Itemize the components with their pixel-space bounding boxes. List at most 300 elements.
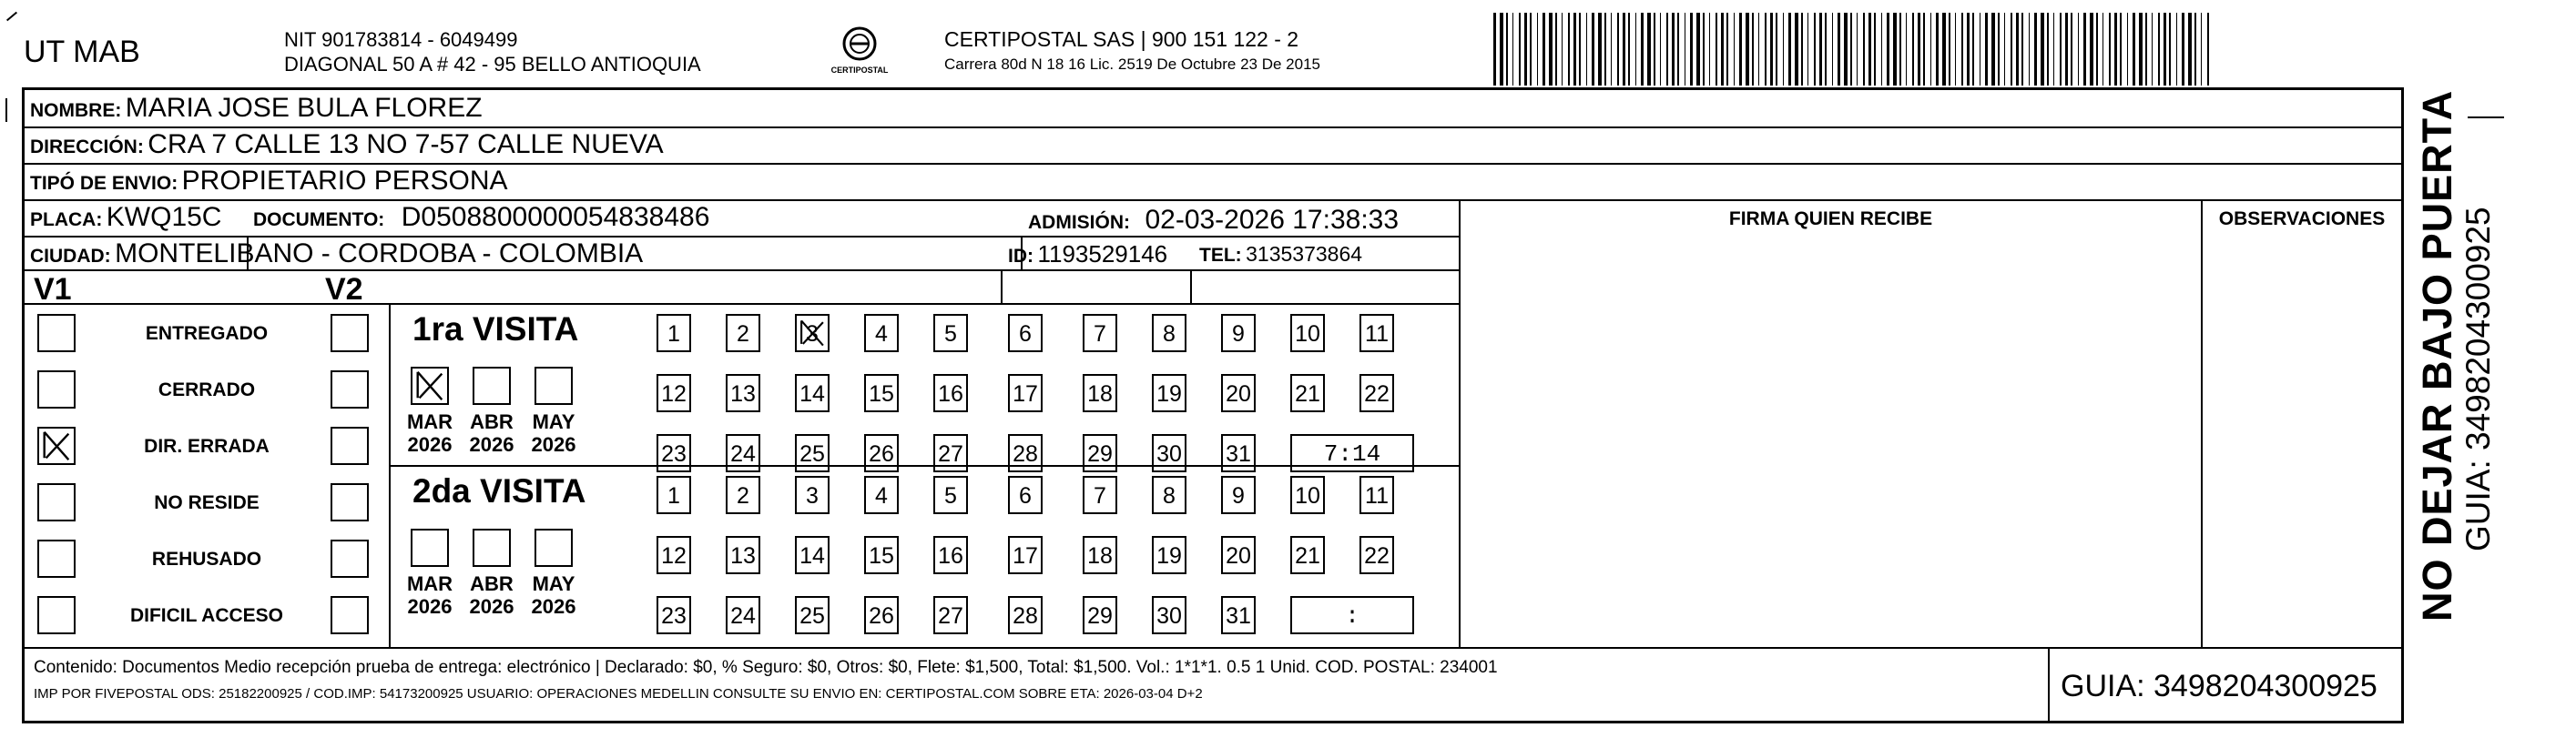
logo-caption: CERTIPOSTAL [830,66,889,75]
day-number: 8 [1163,321,1176,347]
day-box[interactable] [933,596,968,634]
barcode-bar [1703,13,1705,86]
placa-label: PLACA: [30,209,103,230]
day-number: 2 [737,483,749,509]
company-info [284,27,701,76]
barcode-bar [1863,13,1865,86]
barcode-bar [1942,13,1946,86]
day-box[interactable] [1221,536,1256,574]
barcode-bar [1991,13,1995,86]
barcode-bar [2071,13,2072,86]
barcode-bar [1500,13,1503,86]
documento-field [253,202,709,233]
barcode-bar [2053,13,2054,86]
barcode [1493,13,2222,86]
barcode-bar [1949,13,1950,86]
time-box[interactable] [1290,596,1414,634]
day-box[interactable] [933,476,968,514]
barcode-bar [1721,13,1724,86]
barcode-bar [1696,13,1700,86]
barcode-bar [1734,13,1735,86]
day-box[interactable] [657,434,691,472]
month-label [522,572,585,618]
visit-title: 1ra VISITA [412,310,579,348]
day-number: 28 [1013,603,1038,629]
guia-number: GUIA: 3498204300925 [2061,669,2377,703]
barcode-bar [1783,13,1784,86]
barcode-bar [1549,13,1553,86]
barcode-bar [1677,13,1679,86]
day-number: 13 [730,381,756,407]
barcode-bar [1641,13,1644,86]
month-year: 2026 [469,595,514,618]
day-box[interactable] [795,536,830,574]
day-number: 29 [1087,441,1113,467]
day-box[interactable] [726,434,760,472]
day-box[interactable] [864,536,899,574]
day-number: 1 [667,483,680,509]
day-box[interactable] [864,476,899,514]
v1-checkbox[interactable] [37,540,76,578]
day-box[interactable] [1221,434,1256,472]
visit-time: : [1345,602,1359,630]
month-checkbox[interactable] [535,367,573,405]
footer-print-line: IMP POR FIVEPOSTAL ODS: 25182200925 / COD.IMP: 54173200925 USUARIO: OPERACIONES MEDELLIN CONSULTE SU ENVIO EN: CERTIPOSTAL.COM SOBRE ETA: 2026-03-04 D+2 [34,686,1203,702]
v2-checkbox[interactable] [331,540,369,578]
side-guia: GUIA: 3498204300925 [2459,207,2497,551]
barcode-bar [1543,13,1545,86]
tel-label: TEL: [1199,245,1242,266]
v2-checkbox[interactable] [331,427,369,465]
month-label [398,572,462,618]
day-number: 8 [1163,483,1176,509]
barcode-bar [1690,13,1693,86]
v2-checkbox[interactable] [331,596,369,634]
day-box[interactable] [1152,596,1186,634]
ciudad-field [30,238,643,269]
courier-license: Carrera 80d N 18 16 Lic. 2519 De Octubre 23 De 2015 [944,56,1320,73]
barcode-bar [2096,13,2098,86]
barcode-bar [2004,13,2005,86]
day-box[interactable] [1221,314,1256,352]
day-number: 19 [1156,543,1182,569]
day-number: 6 [1019,321,1032,347]
v1-checkbox[interactable] [37,596,76,634]
day-number: 13 [730,543,756,569]
barcode-bar [1758,13,1759,86]
day-box[interactable] [1290,536,1325,574]
barcode-bar [1579,13,1581,86]
day-number: 10 [1295,321,1320,347]
day-box[interactable] [1359,536,1394,574]
barcode-bar [1930,13,1931,86]
barcode-bar [2139,13,2143,86]
day-box[interactable] [1083,596,1117,634]
barcode-bar [2016,13,2019,86]
barcode-bar [2201,13,2202,86]
day-number: 3 [806,483,819,509]
barcode-bar [1801,13,1803,86]
day-number: 2 [737,321,749,347]
barcode-bar [1635,13,1636,86]
barcode-bar [1530,13,1532,86]
day-box[interactable] [864,596,899,634]
day-number: 18 [1087,381,1113,407]
status-label: REHUSADO [151,549,262,570]
barcode-bar [1537,13,1538,86]
day-number: 28 [1013,441,1038,467]
barcode-bar [1568,13,1570,86]
day-box[interactable] [1083,314,1117,352]
day-number: 24 [730,441,756,467]
month-year: 2026 [469,433,514,456]
barcode-bar [1972,13,1974,86]
barcode-bar [1660,13,1661,86]
barcode-bar [2109,13,2111,86]
barcode-bar [1598,13,1602,86]
day-box[interactable] [1152,374,1186,412]
delivery-form [22,87,2404,723]
barcode-bar [1573,13,1576,86]
barcode-bar [1562,13,1563,86]
nit-number: NIT 901783814 - 6049499 [284,28,518,51]
day-number: 5 [944,321,957,347]
month-checkbox[interactable] [473,367,511,405]
barcode-bar [1770,13,1773,86]
day-number: 12 [661,381,687,407]
day-number: 23 [661,441,687,467]
day-box[interactable] [795,596,830,634]
barcode-bar [2188,13,2192,86]
month-checkbox[interactable] [473,529,511,567]
barcode-bar [1716,13,1717,86]
admision-field [1028,205,1399,236]
month-label [460,572,524,618]
edge-mark-left [5,98,7,122]
day-number: 21 [1295,381,1320,407]
day-number: 29 [1087,603,1113,629]
barcode-bar [1936,13,1939,86]
barcode-bar [1832,13,1833,86]
day-box[interactable] [1083,434,1117,472]
tipo-label: TIPÓ DE ENVIO: [30,173,178,194]
firma-header: FIRMA QUIEN RECIBE [1728,208,1933,229]
day-box[interactable] [726,476,760,514]
barcode-bar [2169,13,2171,86]
barcode-bar [1868,13,1871,86]
day-number: 7 [1094,483,1106,509]
month-checkbox[interactable] [535,529,573,567]
day-box[interactable] [1290,314,1325,352]
day-number: 30 [1156,441,1182,467]
barcode-bar [1524,13,1527,86]
shipment-type-field [30,166,508,197]
day-box[interactable] [1152,314,1186,352]
day-number: 26 [869,441,894,467]
v2-checkbox[interactable] [331,370,369,409]
barcode-bar [2047,13,2049,86]
day-box[interactable] [864,434,899,472]
barcode-bar [1617,13,1619,86]
day-number: 6 [1019,483,1032,509]
day-number: 12 [661,543,687,569]
day-box[interactable] [726,596,760,634]
barcode-bar [1814,13,1816,86]
day-box[interactable] [1221,596,1256,634]
day-number: 22 [1364,381,1390,407]
month-name: ABR [470,572,514,595]
status-label: ENTREGADO [145,323,269,344]
day-box[interactable] [1008,536,1043,574]
day-number: 30 [1156,603,1182,629]
barcode-bar [1709,13,1710,86]
barcode-bar [1912,13,1914,86]
visit-title: 2da VISITA [412,472,586,510]
barcode-bar [1874,13,1876,86]
day-box[interactable] [933,314,968,352]
day-box[interactable] [1359,314,1394,352]
courier-name: CERTIPOSTAL SAS | 900 151 122 - 2 [944,27,1299,51]
day-box[interactable] [657,476,691,514]
no-dejar-bajo-puerta: NO DEJAR BAJO PUERTA [2414,89,2460,622]
month-name: ABR [470,410,514,433]
barcode-bar [2152,13,2153,86]
address-value: CRA 7 CALLE 13 NO 7-57 CALLE NUEVA [148,129,664,159]
day-box[interactable] [1008,374,1043,412]
direccion-label: DIRECCIÓN: [30,136,144,157]
status-label: DIR. ERRADA [144,436,270,457]
barcode-bar [1586,13,1587,86]
barcode-bar [1746,13,1749,86]
documento-label: DOCUMENTO: [253,209,385,230]
day-number: 4 [875,483,888,509]
barcode-bar [1654,13,1655,86]
day-box[interactable] [1290,476,1325,514]
month-year: 2026 [531,595,576,618]
barcode-bar [1765,13,1767,86]
day-box[interactable] [1152,536,1186,574]
barcode-bar [1807,13,1808,86]
day-box[interactable] [864,374,899,412]
day-number: 24 [730,603,756,629]
barcode-bar [1838,13,1840,86]
day-box[interactable] [657,314,691,352]
day-number: 3 [806,321,819,347]
day-number: 16 [938,381,963,407]
nombre-label: NOMBRE: [30,100,122,121]
day-box[interactable] [1008,596,1043,634]
day-box[interactable] [933,434,968,472]
time-box[interactable] [1290,434,1414,472]
day-box[interactable] [1083,476,1117,514]
v1-checkbox[interactable] [37,370,76,409]
day-number: 4 [875,321,888,347]
v2-checkbox[interactable] [331,483,369,521]
barcode-bar [1857,13,1858,86]
day-box[interactable] [657,596,691,634]
barcode-bar [2114,13,2117,86]
day-number: 26 [869,603,894,629]
placa-field [30,202,221,233]
month-label [460,410,524,456]
day-box[interactable] [726,314,760,352]
barcode-bar [2090,13,2093,86]
barcode-bar [1628,13,1630,86]
barcode-bar [2083,13,2086,86]
day-box[interactable] [1008,314,1043,352]
day-box[interactable] [726,536,760,574]
month-year: 2026 [531,433,576,456]
day-number: 17 [1013,381,1038,407]
barcode-bar [1887,13,1889,86]
check-mark [39,429,74,463]
barcode-bar [2041,13,2044,86]
day-number: 14 [799,543,825,569]
barcode-bar [1844,13,1848,86]
ciudad-label: CIUDAD: [30,246,111,267]
barcode-bar [1955,13,1956,86]
barcode-bar [1825,13,1827,86]
day-number: 11 [1365,483,1389,509]
day-box[interactable] [933,374,968,412]
day-box[interactable] [726,374,760,412]
barcode-bar [2182,13,2184,86]
month-checkbox[interactable] [411,367,449,405]
day-box[interactable] [1221,374,1256,412]
barcode-bar [1647,13,1651,86]
status-label: DIFICIL ACCESO [129,605,283,626]
ciudad-value: MONTELIBANO - CORDOBA - COLOMBIA [115,238,644,268]
day-number: 17 [1013,543,1038,569]
day-number: 15 [869,381,894,407]
barcode-bar [1899,13,1901,86]
day-number: 9 [1232,483,1245,509]
courier-info [944,27,1320,76]
barcode-bar [2145,13,2147,86]
barcode-bar [1739,13,1742,86]
day-number: 21 [1295,543,1320,569]
barcode-bar [1893,13,1897,86]
day-number: 25 [799,441,825,467]
status-label: CERRADO [158,379,256,400]
barcode-bar [2065,13,2068,86]
barcode-bar [1881,13,1882,86]
day-number: 16 [938,543,963,569]
day-box[interactable] [1359,476,1394,514]
day-number: 7 [1094,321,1106,347]
day-box[interactable] [657,536,691,574]
barcode-bar [1604,13,1606,86]
v1-checkbox[interactable] [37,314,76,352]
day-number: 14 [799,381,825,407]
day-number: 11 [1365,321,1389,347]
month-label [398,410,462,456]
status-label: NO RESIDE [154,492,260,513]
day-number: 1 [667,321,680,347]
day-number: 18 [1087,543,1113,569]
barcode-bar [1967,13,1970,86]
day-box[interactable] [1152,476,1186,514]
barcode-bar [1493,13,1496,86]
day-box[interactable] [1359,374,1394,412]
barcode-bar [1506,13,1508,86]
barcode-bar [1592,13,1594,86]
day-box[interactable] [657,374,691,412]
day-number: 10 [1295,483,1320,509]
barcode-bar [1752,13,1754,86]
barcode-bar [1906,13,1907,86]
barcode-bar [2176,13,2177,86]
barcode-bar [1611,13,1612,86]
month-year: 2026 [407,433,453,456]
day-box[interactable] [1152,434,1186,472]
barcode-bar [1555,13,1557,86]
barcode-bar [1961,13,1963,86]
day-box[interactable] [1083,374,1117,412]
day-box[interactable] [1083,536,1117,574]
day-box[interactable] [795,374,830,412]
barcode-bar [1850,13,1852,86]
visit-time: 7:14 [1323,440,1381,468]
v1-header: V1 [34,272,72,307]
observaciones-header: OBSERVACIONES [2218,208,2386,229]
barcode-bar [2060,13,2062,86]
day-box[interactable] [933,536,968,574]
edge-mark [2468,116,2504,118]
day-box[interactable] [1008,476,1043,514]
day-number: 31 [1226,441,1251,467]
barcode-bar [2034,13,2037,86]
company-address: DIAGONAL 50 A # 42 - 95 BELLO ANTIOQUIA [284,53,701,76]
certipostal-logo [830,25,889,78]
day-box[interactable] [1221,476,1256,514]
barcode-bar [2164,13,2166,86]
day-box[interactable] [795,314,830,352]
barcode-bar [1788,13,1791,86]
barcode-bar [1623,13,1625,86]
day-box[interactable] [1290,374,1325,412]
barcode-bar [1795,13,1798,86]
month-label [522,410,585,456]
v1-checkbox[interactable] [37,427,76,465]
barcode-bar [1512,13,1513,86]
barcode-bar [2158,13,2160,86]
address-field [30,129,664,160]
day-box[interactable] [795,476,830,514]
day-box[interactable] [795,434,830,472]
month-year: 2026 [407,595,453,618]
shipment-type: PROPIETARIO PERSONA [181,166,508,196]
barcode-bar [1923,13,1925,86]
admision-label: ADMISIÓN: [1028,212,1130,233]
month-name: MAR [406,410,453,433]
month-checkbox[interactable] [411,529,449,567]
barcode-bar [1672,13,1675,86]
day-number: 20 [1226,381,1251,407]
day-box[interactable] [1008,434,1043,472]
company-name: UT MAB [24,35,140,69]
barcode-bar [1998,13,2000,86]
id-label: ID: [1008,246,1033,267]
day-number: 15 [869,543,894,569]
day-number: 23 [661,603,687,629]
day-box[interactable] [864,314,899,352]
footer-content-line: Contenido: Documentos Medio recepción prueba de entrega: electrónico | Declarado: $0, % Seguro: $0, Otros: $0, Flete: $1,500, Total: $1,500. Vol.: 1*1*1. 0.5 1 Unid. COD. POSTAL: 234001 [34,658,1498,677]
v2-checkbox[interactable] [331,314,369,352]
day-number: 25 [799,603,825,629]
v1-checkbox[interactable] [37,483,76,521]
day-number: 5 [944,483,957,509]
